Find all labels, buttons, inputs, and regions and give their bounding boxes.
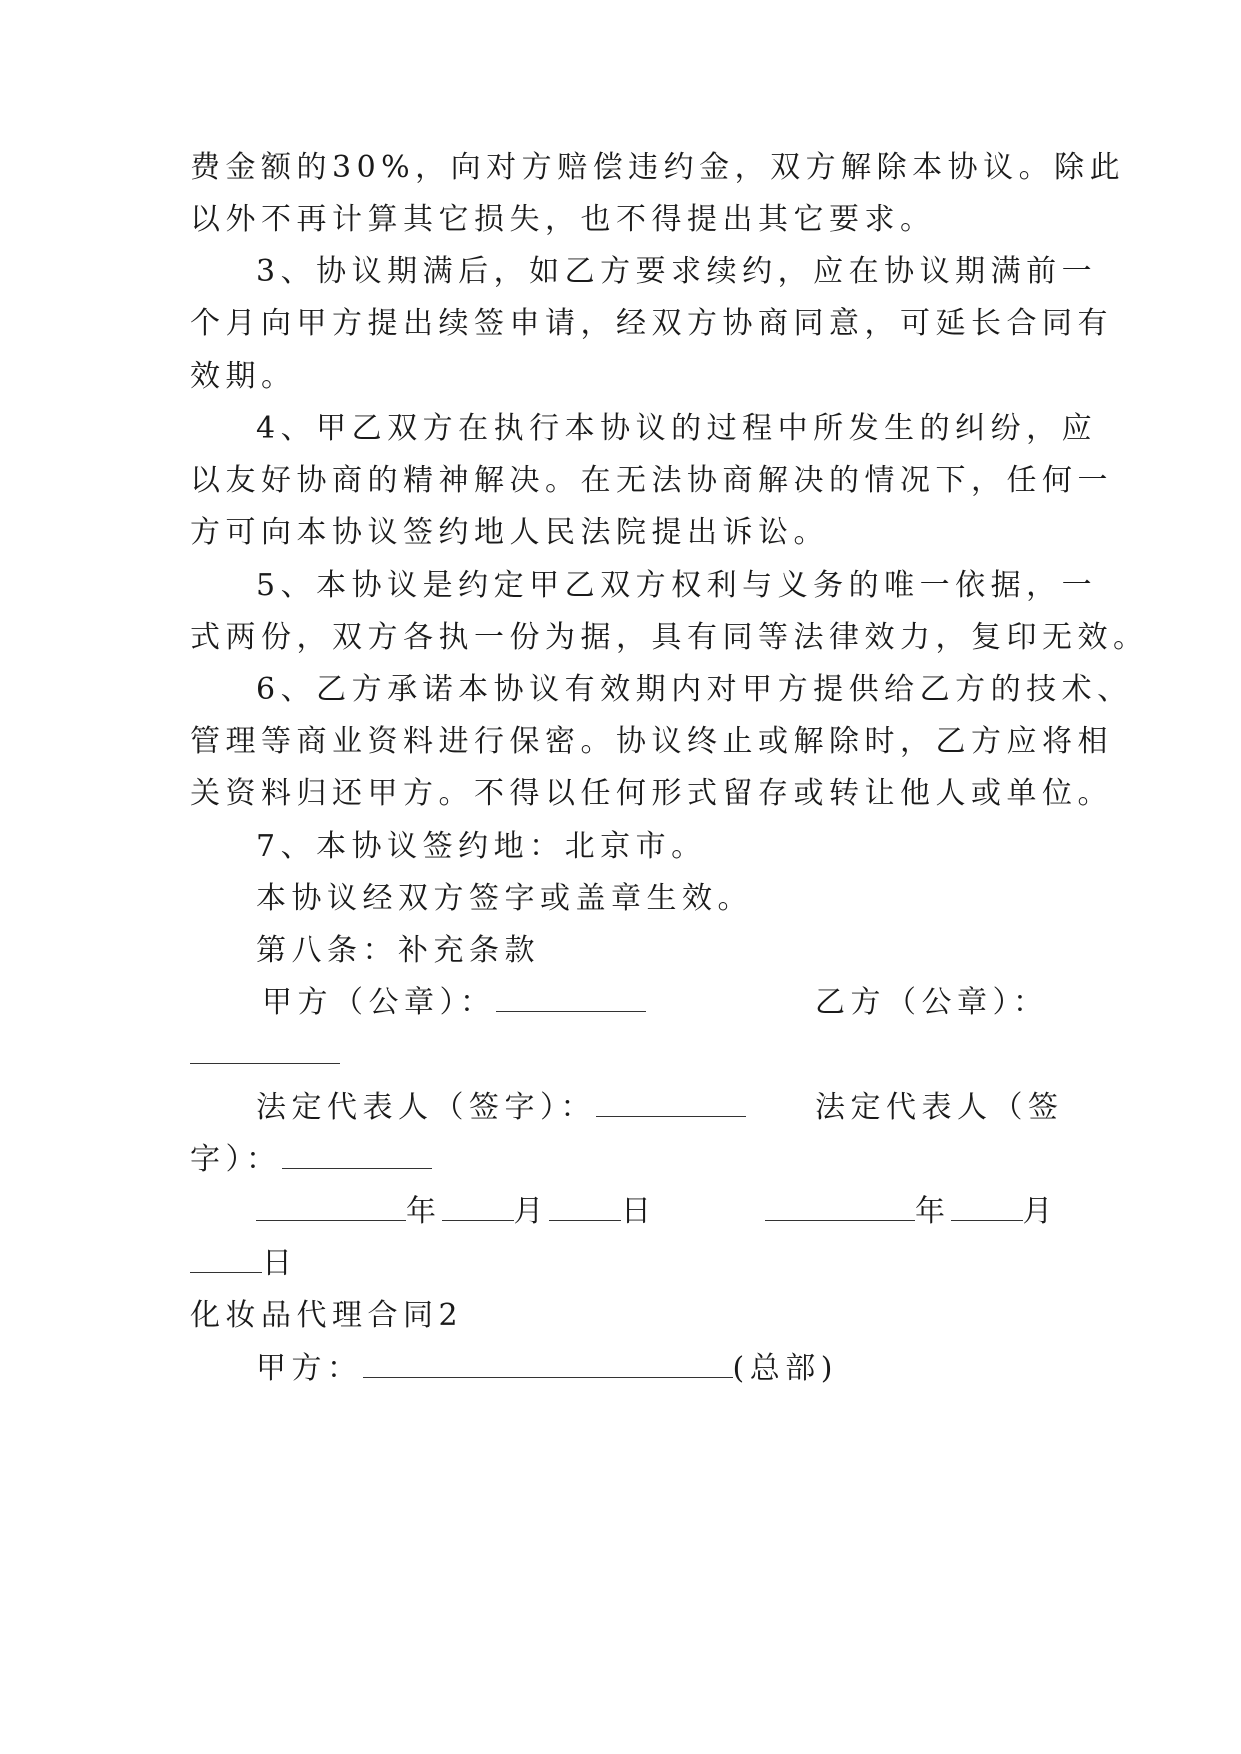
text-line: 方可向本协议签约地人民法院提出诉讼。 bbox=[190, 515, 829, 550]
party-b-seal-blank-line bbox=[190, 1035, 1070, 1075]
date-left-line bbox=[256, 1192, 696, 1232]
text-line: 关资料归还甲方。不得以任何形式留存或转让他人或单位。 bbox=[190, 776, 1113, 811]
rep-left-blank bbox=[596, 1088, 746, 1117]
year-blank bbox=[256, 1192, 406, 1221]
month-label: 月 bbox=[513, 1194, 549, 1229]
next-party-a-label: 甲方： bbox=[256, 1351, 363, 1386]
party-a-seal-label: 甲方（公章）： bbox=[262, 985, 496, 1020]
text-line: 效期。 bbox=[190, 359, 297, 394]
day-blank bbox=[190, 1244, 262, 1273]
day-blank bbox=[549, 1192, 621, 1221]
month-blank bbox=[951, 1192, 1023, 1221]
year-blank bbox=[765, 1192, 915, 1221]
text-line: 4、甲乙双方在执行本协议的过程中所发生的纠纷，应 bbox=[256, 411, 1098, 446]
text-line: 个月向甲方提出续签申请，经双方协商同意，可延长合同有 bbox=[190, 306, 1113, 341]
year-label: 年 bbox=[406, 1194, 442, 1229]
rep-right-blank bbox=[282, 1140, 432, 1169]
party-b-seal-label: 乙方（公章）： bbox=[815, 985, 1049, 1020]
text-line: 以外不再计算其它损失，也不得提出其它要求。 bbox=[190, 202, 936, 237]
next-party-a-line bbox=[256, 1349, 876, 1389]
day-label: 日 bbox=[621, 1194, 657, 1229]
text-line: 本协议经双方签字或盖章生效。 bbox=[256, 881, 753, 916]
rep-right-cont-line bbox=[190, 1140, 1070, 1180]
text-line: 管理等商业资料进行保密。协议终止或解除时，乙方应将相 bbox=[190, 724, 1113, 759]
text-line: 式两份，双方各执一份为据，具有同等法律效力，复印无效。 bbox=[190, 620, 1149, 655]
month-label: 月 bbox=[1022, 1194, 1058, 1229]
next-contract-title: 化妆品代理合同2 bbox=[190, 1298, 464, 1333]
text-line: 以友好协商的精神解决。在无法协商解决的情况下，任何一 bbox=[190, 463, 1113, 498]
text-line: 5、本协议是约定甲乙双方权利与义务的唯一依据，一 bbox=[256, 568, 1098, 603]
party-a-seal-blank bbox=[496, 983, 646, 1012]
day-label: 日 bbox=[262, 1246, 298, 1281]
next-party-a-blank bbox=[363, 1349, 733, 1378]
year-label: 年 bbox=[915, 1194, 951, 1229]
month-blank bbox=[442, 1192, 514, 1221]
rep-right-cont-label: 字）： bbox=[190, 1142, 282, 1177]
text-line: 第八条：补充条款 bbox=[256, 933, 540, 968]
date-right-line bbox=[765, 1192, 1095, 1232]
text-line: 3、协议期满后，如乙方要求续约，应在协议期满前一 bbox=[256, 254, 1098, 289]
text-line: 费金额的30%，向对方赔偿违约金，双方解除本协议。除此 bbox=[190, 150, 1126, 185]
text-line: 6、乙方承诺本协议有效期内对甲方提供给乙方的技术、 bbox=[256, 672, 1133, 707]
party-b-seal-blank bbox=[190, 1035, 340, 1064]
party-a-seal-line bbox=[262, 983, 702, 1023]
next-party-a-suffix: (总部) bbox=[732, 1351, 838, 1386]
date-right-cont-line bbox=[190, 1244, 1070, 1284]
rep-left-label: 法定代表人（签字）： bbox=[256, 1090, 596, 1125]
text-line: 7、本协议签约地：北京市。 bbox=[256, 829, 707, 864]
rep-left-line bbox=[256, 1088, 736, 1128]
rep-right-label: 法定代表人（签 bbox=[815, 1090, 1064, 1125]
